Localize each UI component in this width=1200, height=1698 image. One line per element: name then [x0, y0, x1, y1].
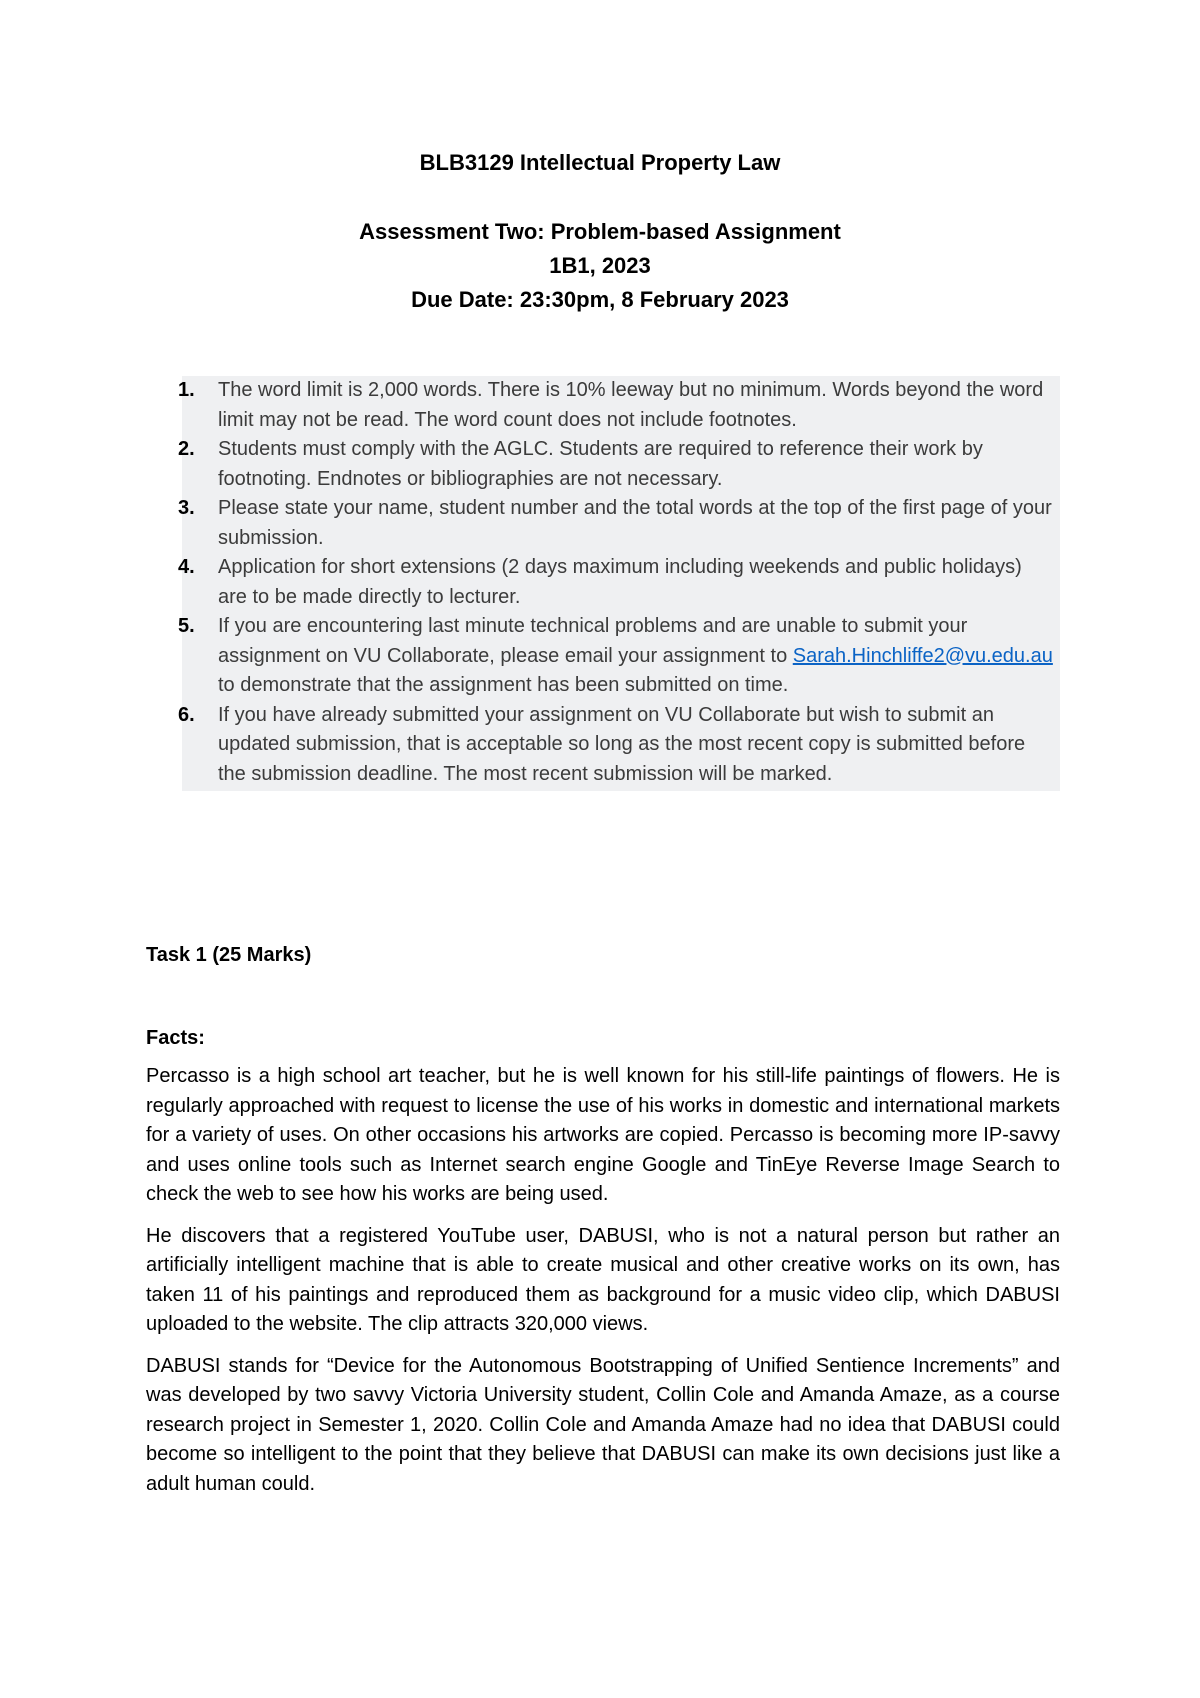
assessment-header	[0, 215, 1200, 317]
instructions-list	[178, 376, 1060, 789]
instruction-item	[178, 612, 1060, 701]
instruction-number: 4.	[178, 556, 195, 578]
instruction-item	[178, 494, 1060, 553]
instruction-text: Please state your name, student number and the total words at the top of the first page of your submission.	[218, 497, 1052, 549]
task-title: Task 1 (25 Marks)	[146, 944, 312, 966]
facts-paragraph: DABUSI stands for “Device for the Autonomous Bootstrapping of Unified Sentience Increments” and was developed by two savvy Victoria University student, Collin Cole and Amanda Amaze, as a course research project in Semester 1, 2020. Collin Cole and Amanda Amaze had no idea that DABUSI could become so intelligent to the point that they believe that DABUSI can make its own decisions just like a adult human could.	[146, 1354, 1060, 1495]
course-title: BLB3129 Intellectual Property Law	[419, 150, 781, 175]
instruction-item	[178, 376, 1060, 435]
instruction-text: Students must comply with the AGLC. Students are required to reference their work by footnoting. Endnotes or bibliographies are not necessary.	[218, 438, 983, 490]
facts-paragraph: He discovers that a registered YouTube user, DABUSI, who is not a natural person but rather an artificially intelligent machine that is able to create musical and other creative works on its own, has taken 11 of his paintings and reproduced them as background for a music video clip, which DABUSI uploaded to the website. The clip attracts 320,000 views.	[146, 1224, 1060, 1335]
due-date: Due Date: 23:30pm, 8 February 2023	[411, 287, 789, 312]
lecturer-email-link[interactable]: Sarah.Hinchliffe2@vu.edu.au	[792, 644, 1053, 667]
facts-body	[146, 1062, 1060, 1511]
assessment-title: Assessment Two: Problem-based Assignment	[359, 219, 841, 244]
instruction-text: If you have already submitted your assignment on VU Collaborate but wish to submit an updated submission, that is acceptable so long as the most recent copy is submitted before the submission deadline. The most recent submission will be marked.	[218, 703, 1026, 785]
instruction-number: 2.	[178, 438, 195, 460]
instruction-text-after-link: to demonstrate that the assignment has been submitted on time.	[218, 674, 789, 696]
instruction-number: 5.	[178, 615, 195, 637]
instruction-number: 6.	[178, 703, 195, 726]
instruction-text: The word limit is 2,000 words. There is 10% leeway but no minimum. Words beyond the word limit may not be read. The word count does not include footnotes.	[218, 379, 1044, 431]
instruction-text-before-link: If you are encountering last minute technical problems and are unable to submit your assignment on VU Collaborate, please email your assignment to	[218, 615, 968, 667]
instruction-item	[178, 435, 1060, 494]
instruction-number: 1.	[178, 379, 195, 401]
facts-label: Facts:	[146, 1027, 205, 1049]
facts-paragraph: Percasso is a high school art teacher, but he is well known for his still-life paintings of flowers. He is regularly approached with request to license the use of his works in domestic and international markets for a variety of uses. On other occasions his artworks are copied. Percasso is becoming more IP-savvy and uses online tools such as Internet search engine Google and TinEye Reverse Image Search to check the web to see how his works are being used.	[146, 1065, 1060, 1205]
instructions-box	[178, 376, 1060, 791]
instruction-number: 3.	[178, 497, 195, 519]
instruction-item	[178, 553, 1060, 612]
instruction-item	[178, 701, 1060, 790]
assessment-block: 1B1, 2023	[549, 253, 651, 278]
instruction-text: Application for short extensions (2 days maximum including weekends and public holidays) are to be made directly to lecturer.	[218, 556, 1022, 608]
